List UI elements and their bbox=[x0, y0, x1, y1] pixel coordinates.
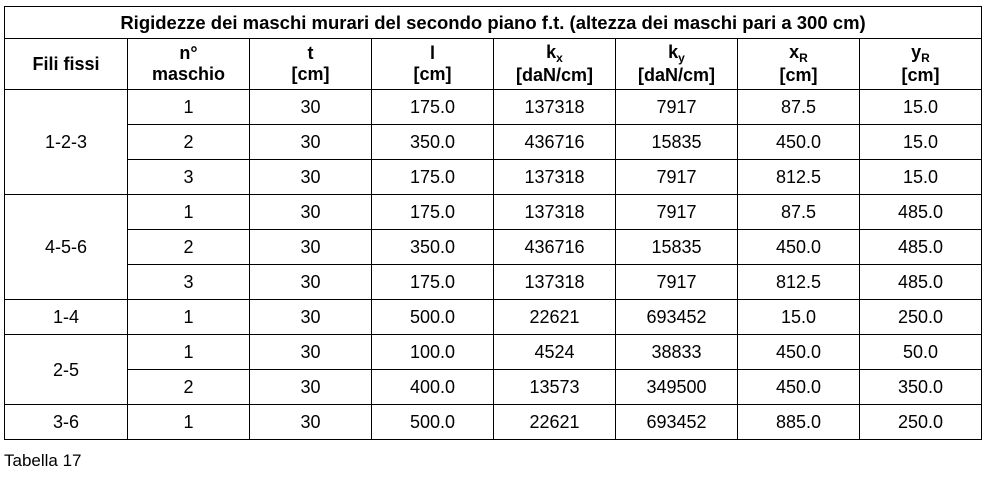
table-cell: 30 bbox=[250, 370, 372, 405]
table-cell: 175.0 bbox=[372, 90, 494, 125]
column-header-unit: [cm] bbox=[901, 65, 940, 85]
table-cell: 485.0 bbox=[860, 265, 982, 300]
table-caption: Tabella 17 bbox=[4, 451, 82, 470]
column-header-symbol: Fili fissi bbox=[32, 53, 100, 74]
table-cell: 38833 bbox=[616, 335, 738, 370]
table-row bbox=[5, 125, 982, 160]
table-cell: 485.0 bbox=[860, 195, 982, 230]
table-cell: 137318 bbox=[494, 90, 616, 125]
table-cell: 436716 bbox=[494, 125, 616, 160]
column-header bbox=[5, 39, 128, 90]
column-header-symbol: x bbox=[789, 42, 800, 62]
column-header-symbol: y bbox=[911, 42, 922, 62]
table-cell: 693452 bbox=[616, 405, 738, 440]
table-cell: 812.5 bbox=[738, 265, 860, 300]
table-cell: 400.0 bbox=[372, 370, 494, 405]
table-row bbox=[5, 405, 982, 440]
table-cell: 250.0 bbox=[860, 300, 982, 335]
table-cell: 485.0 bbox=[860, 230, 982, 265]
table-cell: 3 bbox=[128, 160, 250, 195]
table-cell: 22621 bbox=[494, 405, 616, 440]
column-header-subscript: x bbox=[556, 51, 563, 65]
table-cell: 15.0 bbox=[860, 125, 982, 160]
table-cell: 450.0 bbox=[738, 370, 860, 405]
table-cell: 50.0 bbox=[860, 335, 982, 370]
table-cell: 30 bbox=[250, 195, 372, 230]
table-cell: 15.0 bbox=[738, 300, 860, 335]
stiffness-table-container bbox=[4, 6, 982, 440]
column-header-subscript: y bbox=[678, 51, 685, 65]
column-header bbox=[494, 39, 616, 90]
fili-fissi-cell: 2-5 bbox=[5, 335, 128, 405]
table-cell: 1 bbox=[128, 300, 250, 335]
table-cell: 175.0 bbox=[372, 265, 494, 300]
table-cell: 22621 bbox=[494, 300, 616, 335]
table-row bbox=[5, 370, 982, 405]
column-header-symbol: k bbox=[546, 42, 557, 62]
table-cell: 885.0 bbox=[738, 405, 860, 440]
table-cell: 30 bbox=[250, 90, 372, 125]
table-cell: 500.0 bbox=[372, 405, 494, 440]
table-cell: 7917 bbox=[616, 195, 738, 230]
table-cell: 15.0 bbox=[860, 90, 982, 125]
table-row bbox=[5, 195, 982, 230]
column-header-symbol: t bbox=[307, 43, 314, 63]
table-row bbox=[5, 230, 982, 265]
column-header-subscript: R bbox=[799, 51, 808, 65]
column-header-symbol: n° bbox=[179, 43, 198, 63]
table-cell: 349500 bbox=[616, 370, 738, 405]
table-cell: 15835 bbox=[616, 230, 738, 265]
column-header-subscript: R bbox=[921, 51, 930, 65]
table-cell: 1 bbox=[128, 335, 250, 370]
fili-fissi-cell: 1-4 bbox=[5, 300, 128, 335]
table-cell: 137318 bbox=[494, 265, 616, 300]
table-cell: 137318 bbox=[494, 160, 616, 195]
fili-fissi-cell: 1-2-3 bbox=[5, 90, 128, 195]
table-row bbox=[5, 160, 982, 195]
table-cell: 4524 bbox=[494, 335, 616, 370]
table-cell: 137318 bbox=[494, 195, 616, 230]
table-cell: 175.0 bbox=[372, 195, 494, 230]
table-cell: 693452 bbox=[616, 300, 738, 335]
column-header bbox=[860, 39, 982, 90]
column-header bbox=[616, 39, 738, 90]
table-cell: 250.0 bbox=[860, 405, 982, 440]
column-header-symbol: l bbox=[429, 43, 435, 63]
table-header-row bbox=[5, 39, 982, 90]
table-cell: 450.0 bbox=[738, 230, 860, 265]
fili-fissi-cell: 3-6 bbox=[5, 405, 128, 440]
table-cell: 87.5 bbox=[738, 90, 860, 125]
table-cell: 2 bbox=[128, 370, 250, 405]
column-header-unit: [daN/cm] bbox=[515, 65, 593, 85]
table-cell: 350.0 bbox=[372, 230, 494, 265]
table-cell: 436716 bbox=[494, 230, 616, 265]
table-cell: 7917 bbox=[616, 160, 738, 195]
fili-fissi-cell: 4-5-6 bbox=[5, 195, 128, 300]
table-cell: 7917 bbox=[616, 90, 738, 125]
table-cell: 350.0 bbox=[372, 125, 494, 160]
table-cell: 30 bbox=[250, 230, 372, 265]
column-header bbox=[738, 39, 860, 90]
column-header-unit: [cm] bbox=[413, 64, 452, 84]
table-row bbox=[5, 90, 982, 125]
table-cell: 30 bbox=[250, 125, 372, 160]
column-header-unit: [daN/cm] bbox=[637, 65, 715, 85]
table-row bbox=[5, 265, 982, 300]
table-cell: 15835 bbox=[616, 125, 738, 160]
table-title: Rigidezze dei maschi murari del secondo piano f.t. (altezza dei maschi pari a 300 cm) bbox=[5, 7, 982, 39]
table-cell: 30 bbox=[250, 300, 372, 335]
table-cell: 87.5 bbox=[738, 195, 860, 230]
table-cell: 450.0 bbox=[738, 125, 860, 160]
column-header bbox=[372, 39, 494, 90]
table-cell: 13573 bbox=[494, 370, 616, 405]
table-cell: 30 bbox=[250, 160, 372, 195]
table-cell: 3 bbox=[128, 265, 250, 300]
table-body bbox=[5, 90, 982, 440]
table-cell: 1 bbox=[128, 195, 250, 230]
table-cell: 350.0 bbox=[860, 370, 982, 405]
stiffness-table bbox=[4, 6, 982, 440]
table-cell: 30 bbox=[250, 405, 372, 440]
table-cell: 175.0 bbox=[372, 160, 494, 195]
table-cell: 812.5 bbox=[738, 160, 860, 195]
column-header-unit: maschio bbox=[151, 64, 226, 84]
table-row bbox=[5, 300, 982, 335]
table-cell: 1 bbox=[128, 90, 250, 125]
table-cell: 100.0 bbox=[372, 335, 494, 370]
table-cell: 1 bbox=[128, 405, 250, 440]
table-cell: 500.0 bbox=[372, 300, 494, 335]
column-header-symbol: k bbox=[668, 42, 679, 62]
table-cell: 30 bbox=[250, 265, 372, 300]
table-cell: 15.0 bbox=[860, 160, 982, 195]
table-title-row bbox=[5, 7, 982, 39]
table-cell: 30 bbox=[250, 335, 372, 370]
column-header bbox=[128, 39, 250, 90]
table-cell: 450.0 bbox=[738, 335, 860, 370]
column-header-unit: [cm] bbox=[291, 64, 330, 84]
table-cell: 7917 bbox=[616, 265, 738, 300]
table-cell: 2 bbox=[128, 125, 250, 160]
column-header-unit: [cm] bbox=[779, 65, 818, 85]
table-cell: 2 bbox=[128, 230, 250, 265]
column-header bbox=[250, 39, 372, 90]
table-row bbox=[5, 335, 982, 370]
